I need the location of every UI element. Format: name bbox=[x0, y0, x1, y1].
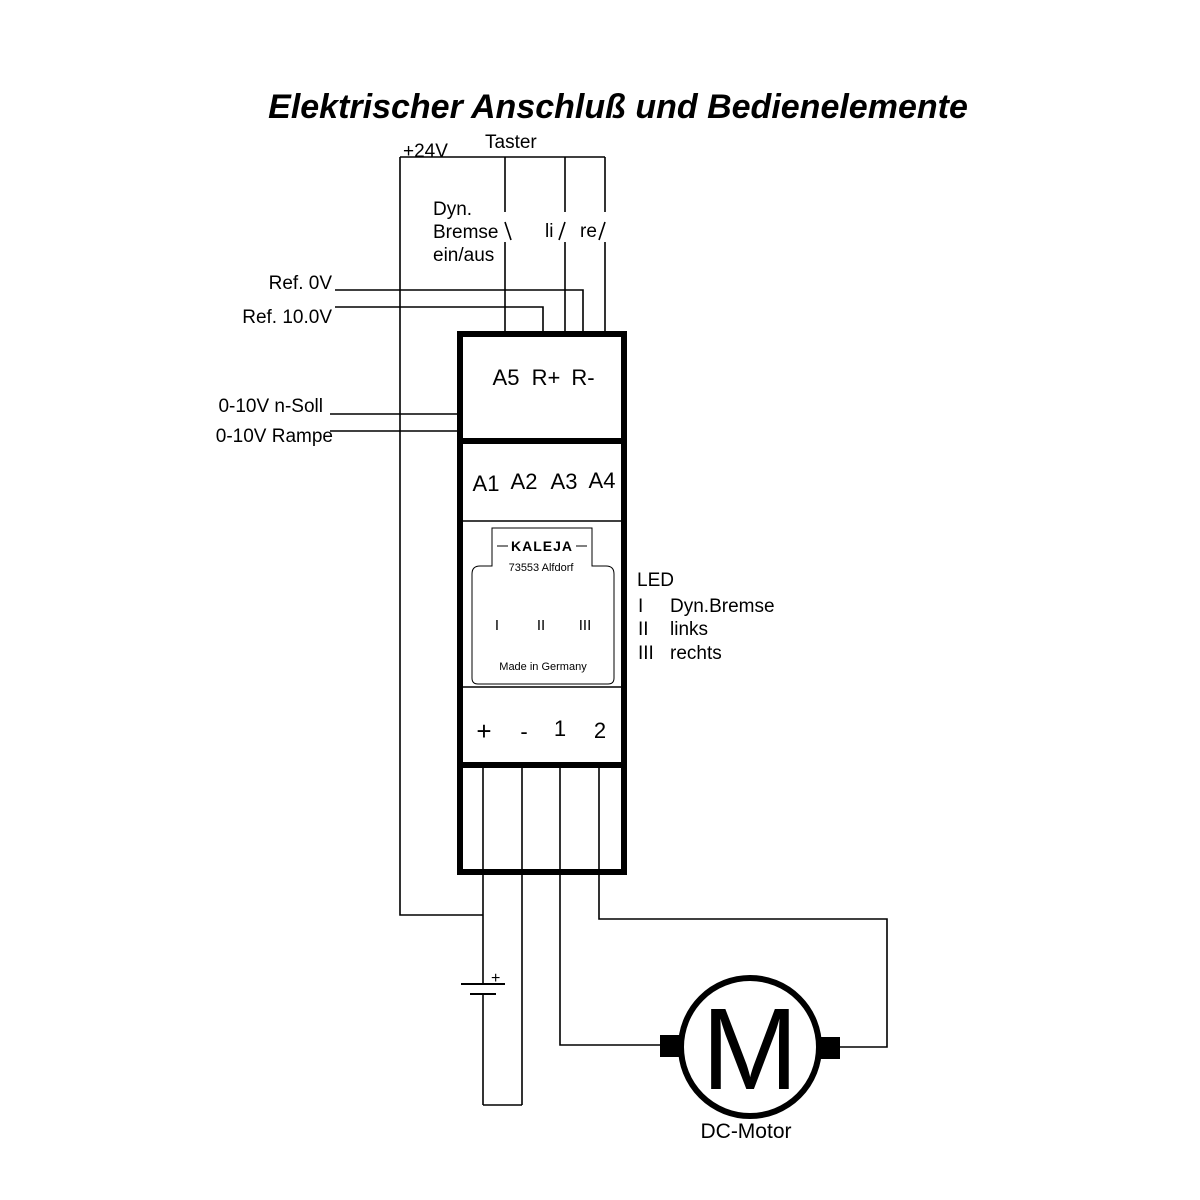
page-title: Elektrischer Anschluß und Bedienelemente bbox=[268, 88, 968, 126]
led-legend-text-1: Dyn.Bremse bbox=[670, 596, 775, 617]
right-switch-contact bbox=[599, 222, 605, 240]
taster-label: Taster bbox=[485, 132, 537, 153]
led-legend-text-3: rechts bbox=[670, 643, 722, 664]
brake-switch-label-3: ein/aus bbox=[433, 245, 495, 266]
terminal-A5: A5 bbox=[492, 365, 520, 390]
n-soll-label: 0-10V n-Soll bbox=[218, 396, 323, 417]
brake-switch-label-2: Bremse bbox=[433, 222, 499, 243]
terminal-minus: - bbox=[520, 719, 528, 744]
brake-switch-contact bbox=[505, 222, 511, 240]
terminal-R-minus: R- bbox=[571, 365, 595, 390]
led-legend-num-2: II bbox=[638, 619, 649, 640]
led-mark-2: II bbox=[536, 617, 546, 634]
ref-10v-label: Ref. 10.0V bbox=[242, 307, 332, 328]
brake-switch-label-1: Dyn. bbox=[433, 199, 473, 220]
left-switch-contact bbox=[559, 222, 565, 240]
led-mark-3: III bbox=[578, 617, 592, 634]
led-legend-title: LED bbox=[637, 570, 674, 591]
made-in-label: Made in Germany bbox=[499, 661, 587, 673]
motor-label: DC-Motor bbox=[700, 1120, 792, 1143]
led-legend-num-1: I bbox=[638, 596, 644, 617]
brand-address: 73553 Alfdorf bbox=[508, 562, 574, 574]
led-mark-1: I bbox=[494, 617, 500, 634]
ref-0v-label: Ref. 0V bbox=[268, 273, 332, 294]
led-legend-text-2: links bbox=[670, 619, 709, 640]
right-switch-label: re bbox=[580, 221, 597, 242]
terminal-1: 1 bbox=[553, 716, 567, 741]
terminal-A4: A4 bbox=[588, 468, 616, 493]
terminal-A3: A3 bbox=[550, 469, 578, 494]
terminal-2: 2 bbox=[593, 718, 607, 743]
terminal-plus: + bbox=[476, 716, 492, 746]
terminal-A1: A1 bbox=[472, 471, 500, 496]
terminal-A2: A2 bbox=[510, 469, 538, 494]
motor-symbol-letter: M bbox=[701, 984, 799, 1114]
supply-voltage-label: +24V bbox=[403, 141, 448, 162]
rampe-label: 0-10V Rampe bbox=[215, 426, 333, 447]
terminal-R-plus: R+ bbox=[531, 365, 561, 390]
battery-plus-label: + bbox=[491, 970, 501, 987]
brand-logo: KALEJA bbox=[510, 538, 574, 554]
left-switch-label: li bbox=[545, 221, 554, 242]
led-legend-num-3: III bbox=[638, 643, 654, 664]
